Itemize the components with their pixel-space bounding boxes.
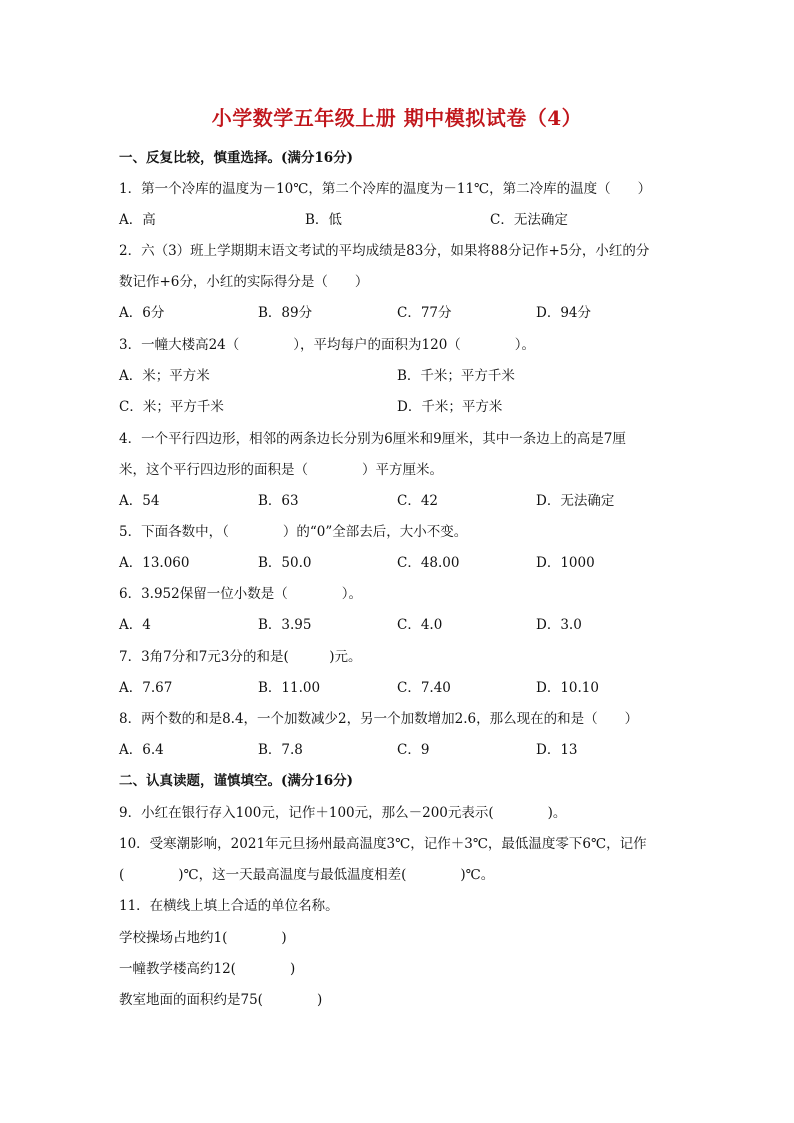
- q5-option-d: D．1000: [536, 555, 595, 571]
- q2-option-b: B．89分: [258, 305, 313, 321]
- q7-option-b: B．11.00: [258, 680, 321, 696]
- q5-option-c: C．48.00: [397, 555, 460, 571]
- question-4-stem-line2: 米，这个平行四边形的面积是（ ）平方厘米。: [119, 462, 443, 478]
- question-11-item-3: 教室地面的面积约是75( ): [119, 992, 323, 1008]
- question-1-stem: 1．第一个冷库的温度为－10℃，第二个冷库的温度为－11℃，第二冷库的温度（ ）: [119, 181, 652, 197]
- q1-option-a: A．高: [119, 212, 156, 228]
- q8-option-a: A．6.4: [119, 742, 164, 758]
- section-heading-1: 一、反复比较，慎重选择。(满分16分): [119, 150, 354, 166]
- question-2-stem-line1: 2．六（3）班上学期期末语文考试的平均成绩是83分，如果将88分记作+5分，小红的分: [119, 243, 650, 259]
- q6-option-a: A．4: [119, 617, 151, 633]
- q6-option-d: D．3.0: [536, 617, 582, 633]
- question-7-stem: 7．3角7分和7元3分的和是( )元。: [119, 649, 362, 665]
- q4-option-c: C．42: [397, 493, 439, 509]
- q3-option-d: D．千米；平方米: [397, 399, 503, 415]
- q8-option-d: D．13: [536, 742, 578, 758]
- question-5-stem: 5．下面各数中，（ ）的“0”全部去后，大小不变。: [119, 524, 468, 540]
- q3-option-b: B．千米；平方千米: [397, 368, 515, 384]
- question-10-line2: ( )℃，这一天最高温度与最低温度相差( )℃。: [119, 867, 495, 883]
- question-8-stem: 8．两个数的和是8.4，一个加数减少2，另一个加数增加2.6，那么现在的和是（ ）: [119, 711, 639, 727]
- q2-option-a: A．6分: [119, 305, 165, 321]
- q7-option-d: D．10.10: [536, 680, 599, 696]
- q7-option-a: A．7.67: [119, 680, 173, 696]
- q4-option-d: D．无法确定: [536, 493, 615, 509]
- q1-option-b: B．低: [305, 212, 342, 228]
- section-heading-2: 二、认真读题，谨慎填空。(满分16分): [119, 773, 354, 789]
- q3-option-a: A．米；平方米: [119, 368, 210, 384]
- question-2-stem-line2: 数记作+6分，小红的实际得分是（ ）: [119, 274, 369, 290]
- question-10-line1: 10．受寒潮影响，2021年元旦扬州最高温度3℃，记作＋3℃，最低温度零下6℃，记作: [119, 836, 647, 852]
- question-11-item-1: 学校操场占地约1( ): [119, 930, 287, 946]
- q3-option-c: C．米；平方千米: [119, 399, 224, 415]
- q2-option-d: D．94分: [536, 305, 592, 321]
- question-6-stem: 6．3.952保留一位小数是（ ）。: [119, 586, 362, 602]
- q5-option-b: B．50.0: [258, 555, 312, 571]
- question-9: 9．小红在银行存入100元，记作＋100元，那么－200元表示( )。: [119, 805, 567, 821]
- q4-option-a: A．54: [119, 493, 160, 509]
- q4-option-b: B．63: [258, 493, 299, 509]
- q6-option-b: B．3.95: [258, 617, 312, 633]
- q8-option-c: C．9: [397, 742, 430, 758]
- question-11-stem: 11．在横线上填上合适的单位名称。: [119, 898, 339, 914]
- q5-option-a: A．13.060: [119, 555, 190, 571]
- question-4-stem-line1: 4．一个平行四边形，相邻的两条边长分别为6厘米和9厘米，其中一条边上的高是7厘: [119, 431, 626, 447]
- question-3-stem: 3．一幢大楼高24（ ），平均每户的面积为120（ ）。: [119, 337, 536, 353]
- page-title: 小学数学五年级上册 期中模拟试卷（4）: [211, 106, 583, 130]
- q6-option-c: C．4.0: [397, 617, 443, 633]
- q8-option-b: B．7.8: [258, 742, 303, 758]
- q2-option-c: C．77分: [397, 305, 452, 321]
- question-11-item-2: 一幢教学楼高约12( ): [119, 961, 296, 977]
- q1-option-c: C．无法确定: [490, 212, 568, 228]
- q7-option-c: C．7.40: [397, 680, 451, 696]
